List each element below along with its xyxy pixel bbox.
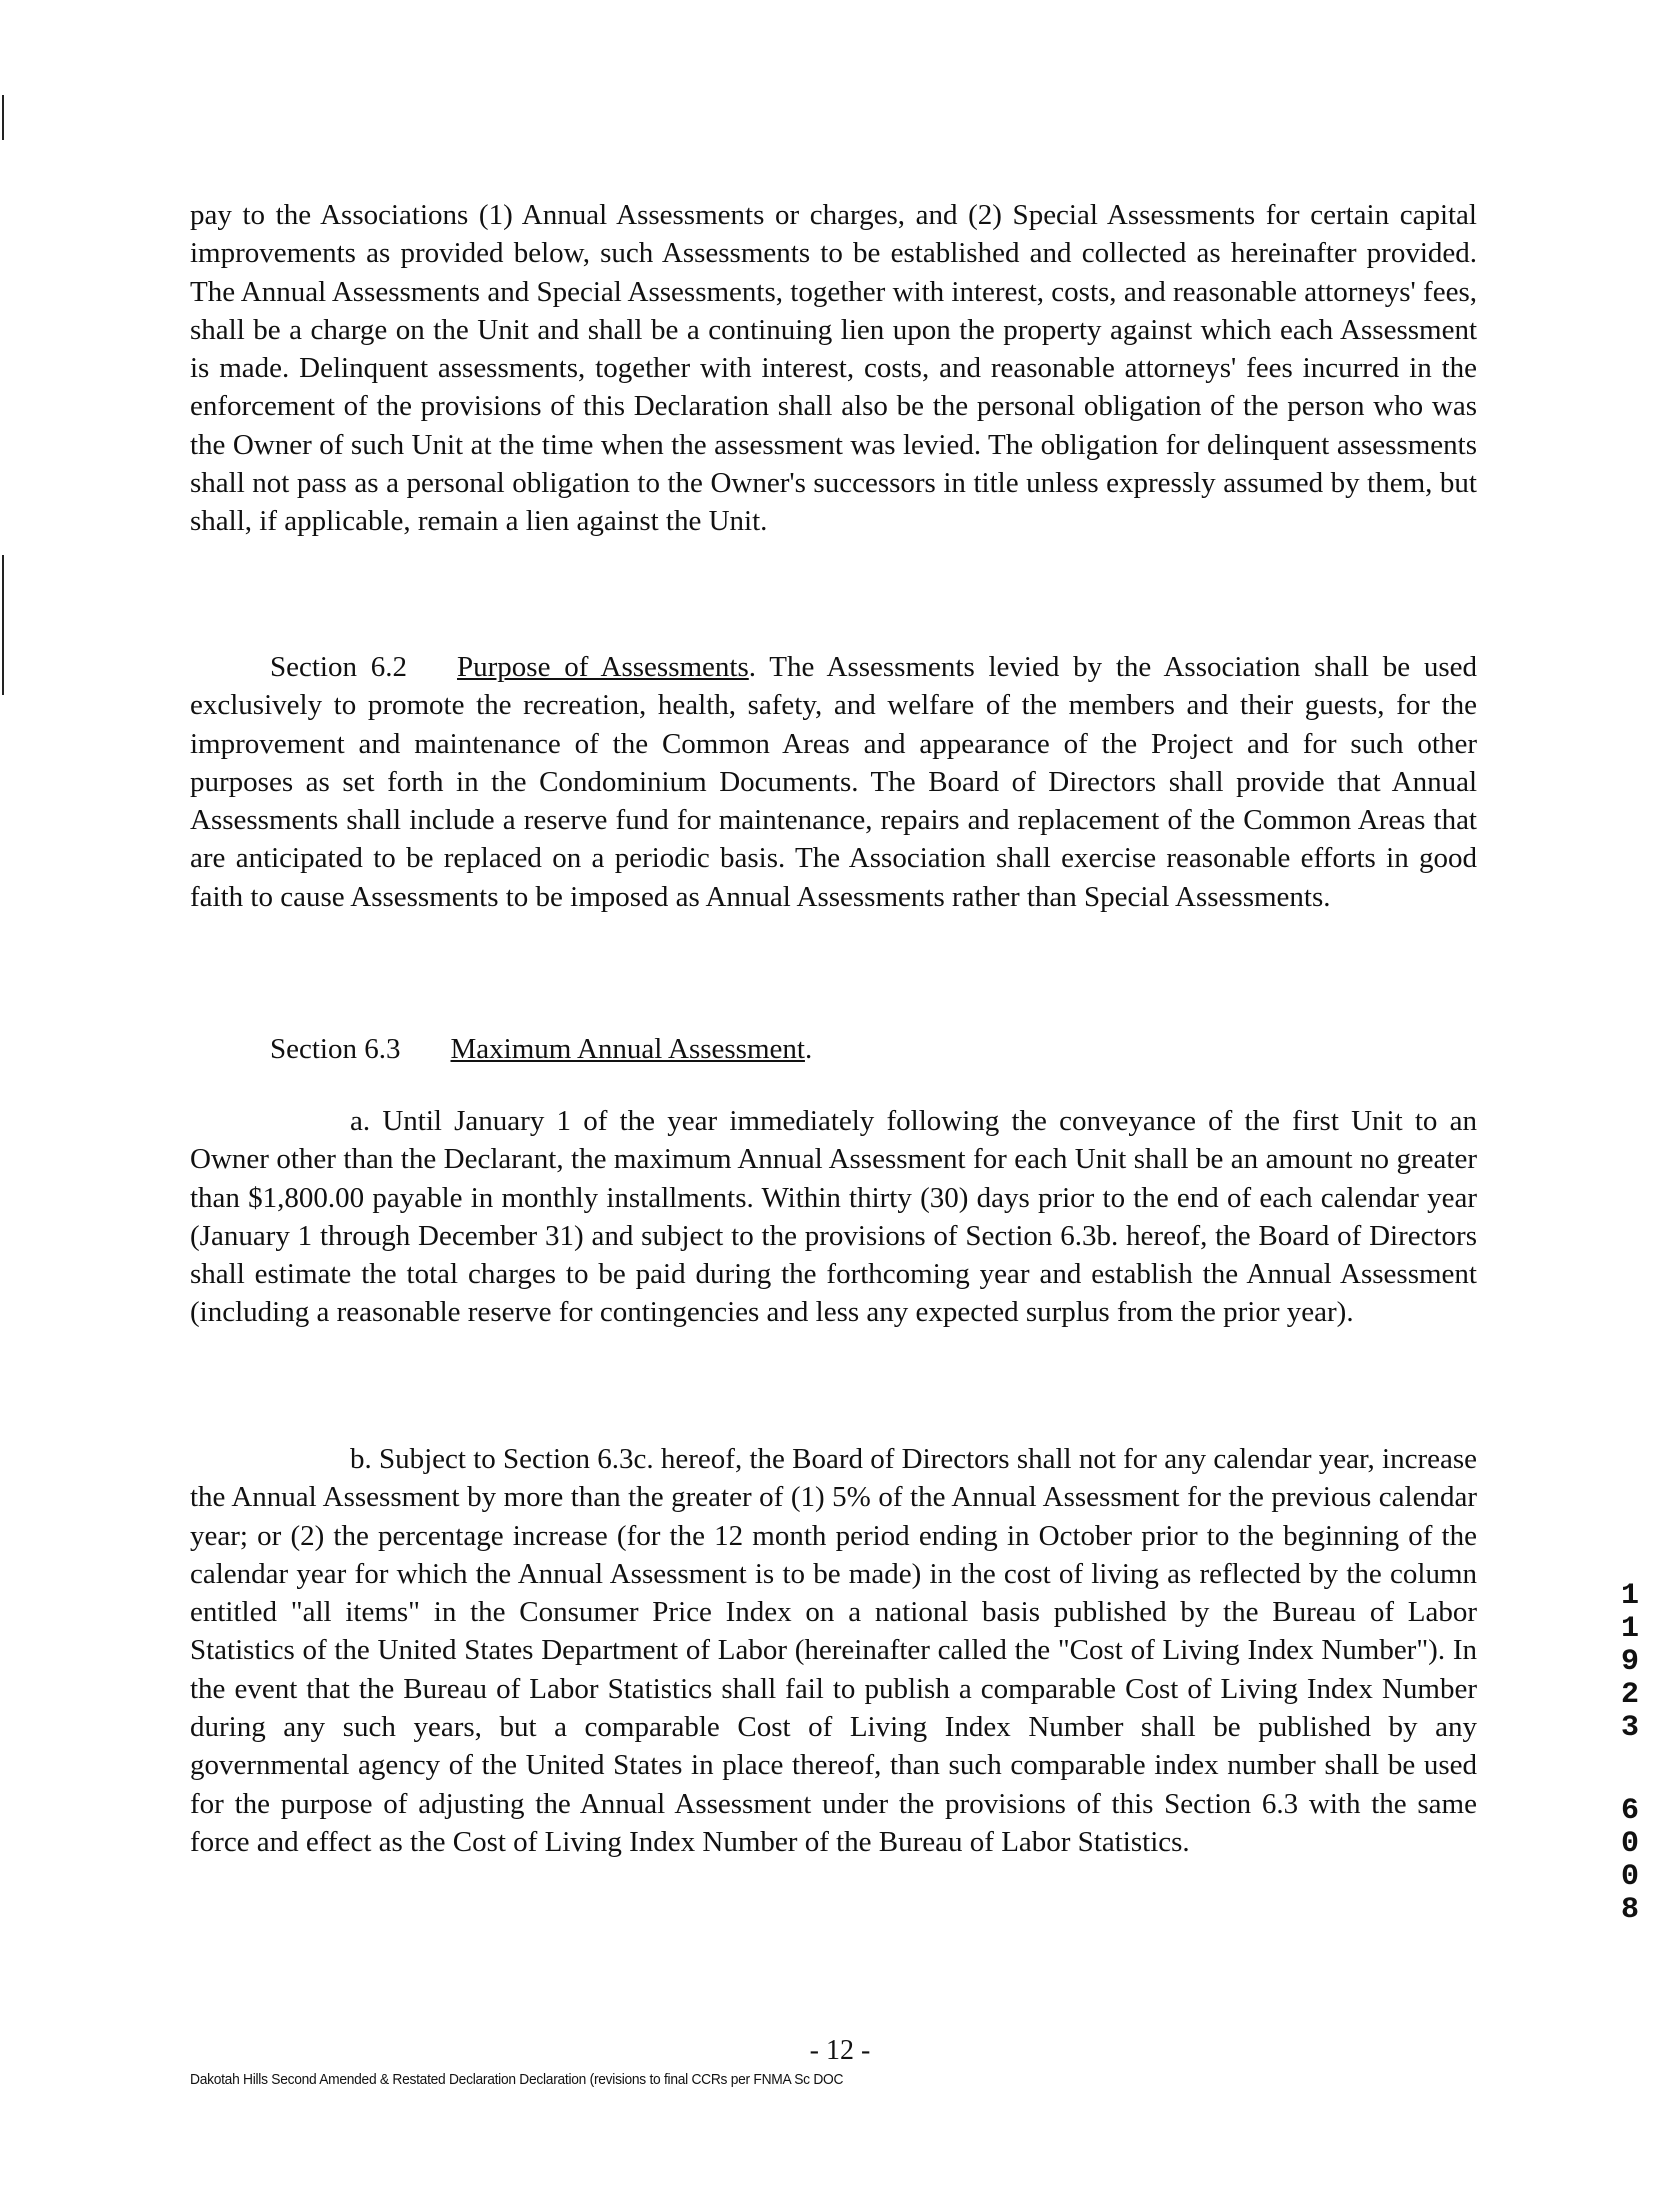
section-label: Section 6.3 xyxy=(270,1033,401,1065)
stamp-digit: 0 xyxy=(1620,1827,1639,1861)
stamp-digit: 0 xyxy=(1620,1860,1639,1894)
subsection-b: b. Subject to Section 6.3c. hereof, the Board of Directors shall not for any calendar year, increase the Annual Assessment by more than the greater of (1) 5% of the Annual Assessment for the previous calendar year; or (2) the percentage increase (for the 12 month period ending in October prior to the beginning of the calendar year for which the Annual Assessment is to be made) in the cost of living as reflected by the column entitled "all items" in the Consumer Price Index on a national basis published by the Bureau of Labor Statistics of the United States Department of Labor (hereinafter called the "Cost of Living Index Number"). In the event that the Bureau of Labor Statistics shall fail to publish a comparable Cost of Living Index Number during any such years, but a comparable Cost of Living Index Number shall be published by any governmental agency of the United States in place thereof, than such comparable index number shall be used for the purpose of adjusting the Annual Assessment under the provisions of this Section 6.3 with the same force and effect as the Cost of Living Index Number of the Bureau of Labor Statistics. xyxy=(190,1443,1478,1858)
section-6-3-heading xyxy=(190,1030,1477,1068)
paragraph-assessment-obligation: pay to the Associations (1) Annual Assessments or charges, and (2) Special Assessments for certain capital improvements as provided below, such Assessments to be established and collected as hereinafter provided. The Annual Assessments and Special Assessments, together with interest, costs, and reasonable attorneys' fees, shall be a charge on the Unit and shall be a continuing lien upon the property against which each Assessment is made. Delinquent assessments, together with interest, costs, and reasonable attorneys' fees incurred in the enforcement of the provisions of this Declaration shall also be the personal obligation of the person who was the Owner of such Unit at the time when the assessment was levied. The obligation for delinquent assessments shall not pass as a personal obligation to the Owner's successors in title unless expressly assumed by them, but shall, if applicable, remain a lien against the Unit. xyxy=(190,199,1477,538)
stamp-gap xyxy=(1617,1745,1643,1795)
stamp-digit: 6 xyxy=(1620,1794,1639,1828)
stamp-digit: 9 xyxy=(1620,1645,1639,1679)
section-body: . The Assessments levied by the Association shall be used exclusively to promote the recreation, health, safety, and welfare of the members and their guests, for the improvement and maintenance of the Common Areas and appearance of the Project and for such other purposes as set forth in the Condominium Documents. The Board of Directors shall provide that Annual Assessments shall include a reserve fund for maintenance, repairs and replacement of the Common Areas that are anticipated to be replaced on a periodic basis. The Association shall exercise reasonable efforts in good faith to cause Assessments to be imposed as Annual Assessments rather than Special Assessments. xyxy=(190,651,1477,913)
subsection-a: a. Until January 1 of the year immediately following the conveyance of the first Unit to an Owner other than the Declarant, the maximum Annual Assessment for each Unit shall be an amount no greater than $1,800.00 payable in monthly installments. Within thirty (30) days prior to the end of each calendar year (January 1 through December 31) and subject to the provisions of Section 6.3b. hereof, the Board of Directors shall estimate the total charges to be paid during the forthcoming year and establish the Annual Assessment (including a reasonable reserve for contingencies and less any expected surplus from the prior year). xyxy=(190,1105,1477,1329)
stamp-digit: 8 xyxy=(1620,1893,1639,1927)
scan-mark xyxy=(2,95,4,140)
section-title: Maximum Annual Assessment xyxy=(450,1033,805,1065)
page-number: - 12 - xyxy=(809,2035,871,2066)
document-footer: Dakotah Hills Second Amended & Restated Declaration Declaration (revisions to final CCRs per FNMA Sc DOC xyxy=(190,2071,844,2088)
stamp-digit: 2 xyxy=(1620,1678,1639,1712)
stamp-digit: 1 xyxy=(1620,1579,1639,1613)
section-title-period: . xyxy=(804,1033,813,1065)
section-title: Purpose of Assessments xyxy=(457,651,749,683)
stamp-digit: 1 xyxy=(1620,1612,1639,1646)
stamp-digit: 3 xyxy=(1620,1711,1639,1745)
recording-stamp xyxy=(1617,1580,1643,1927)
section-label: Section 6.2 xyxy=(270,651,407,683)
section-6-2 xyxy=(190,648,1477,916)
scan-mark xyxy=(2,555,4,695)
